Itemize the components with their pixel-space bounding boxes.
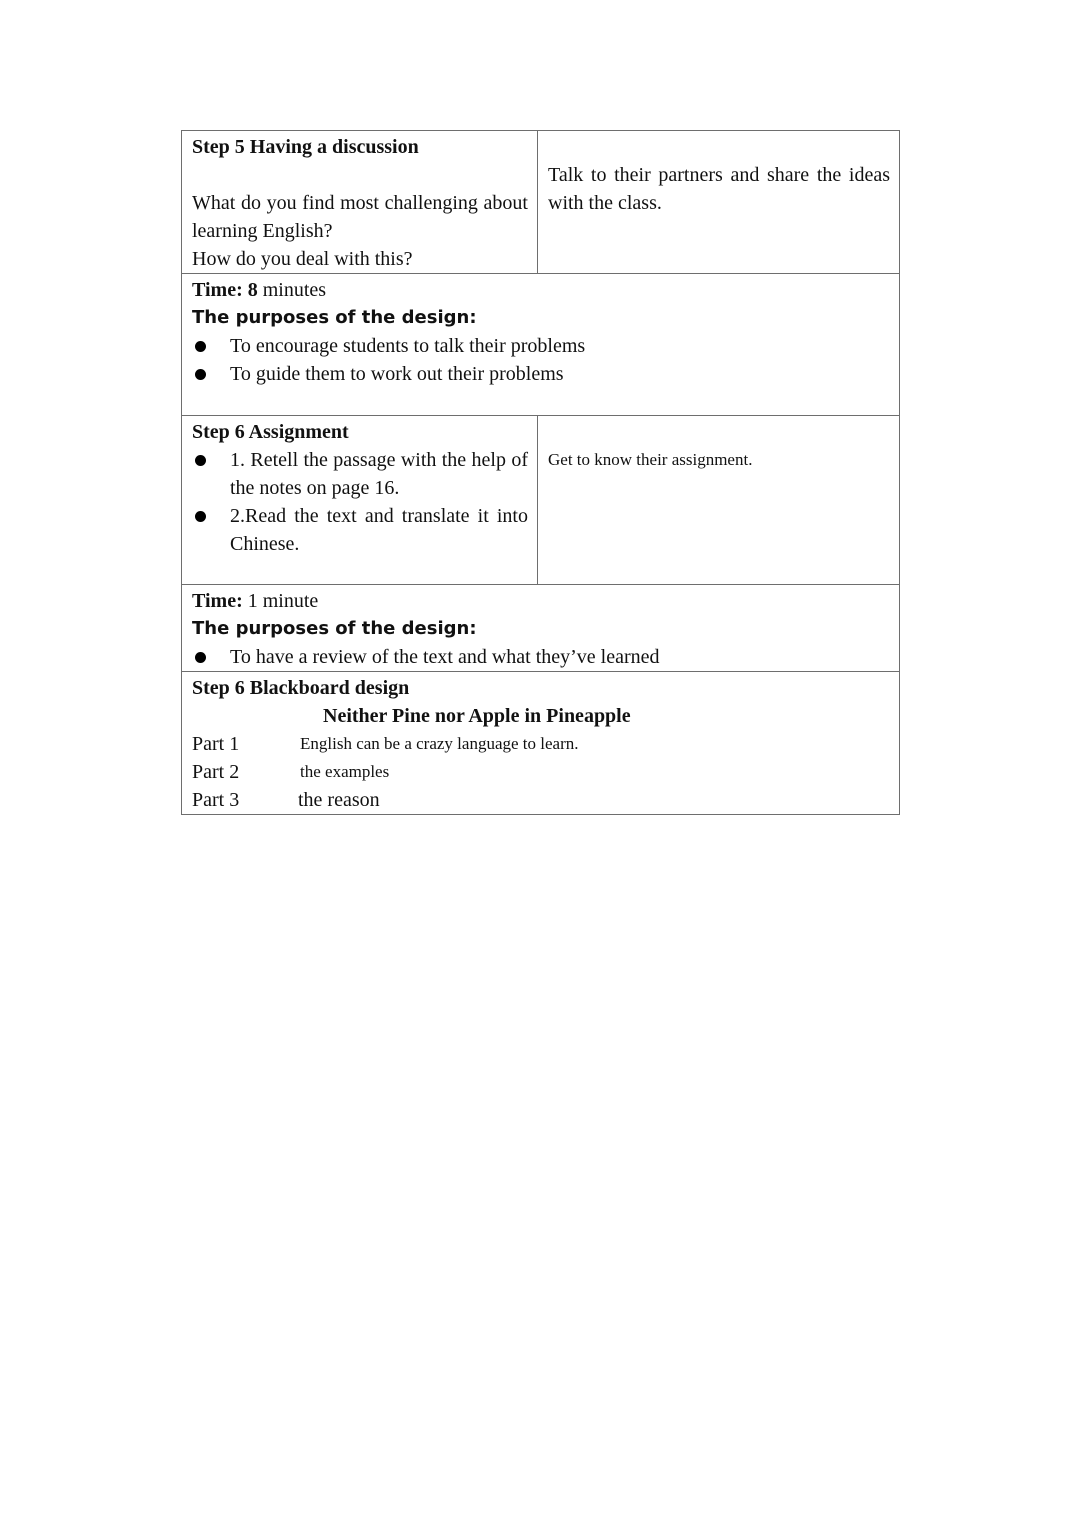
- purpose6-time: [192, 587, 890, 615]
- step6-item-list: [192, 446, 528, 558]
- step6-student-activity: Get to know their assignment.: [548, 450, 753, 469]
- purpose6-bullet-list: [192, 643, 890, 671]
- list-item: To have a review of the text and what they’ve learned: [192, 643, 890, 671]
- step6-teacher-cell: [182, 416, 538, 585]
- step5-question-1: What do you find most challenging about learning English?: [192, 192, 528, 242]
- list-item: 1. Retell the passage with the help of the notes on page 16.: [192, 446, 528, 502]
- step5-student-cell: [538, 131, 900, 274]
- step6-row: [182, 416, 900, 585]
- blackboard-cell: [182, 672, 900, 815]
- purpose5-bullet-list: [192, 332, 890, 388]
- blackboard-part-1: [192, 730, 890, 758]
- list-item: 2.Read the text and translate it into Chinese.: [192, 502, 528, 558]
- blackboard-row: [182, 672, 900, 815]
- purpose5-heading: The purposes of the design:: [192, 307, 477, 328]
- step5-teacher-cell: [182, 131, 538, 274]
- blackboard-part-2: [192, 758, 890, 786]
- purpose6-row: [182, 585, 900, 672]
- list-item: To guide them to work out their problems: [192, 360, 890, 388]
- purpose5-time-value: 8: [247, 279, 258, 301]
- purpose5-cell: [182, 274, 900, 416]
- purpose6-time-label: Time:: [192, 590, 243, 612]
- part-text: the examples: [300, 762, 390, 781]
- purpose5-time: [192, 276, 890, 304]
- step5-question-2: How do you deal with this?: [192, 248, 413, 270]
- purpose5-row: [182, 274, 900, 416]
- part-text: English can be a crazy language to learn.: [300, 734, 579, 753]
- step6-title: Step 6 Assignment: [192, 421, 349, 443]
- blackboard-part-3: [192, 786, 890, 814]
- list-item: To encourage students to talk their problems: [192, 332, 890, 360]
- part-label: Part 3: [192, 789, 240, 811]
- purpose6-cell: [182, 585, 900, 672]
- purpose5-time-unit: minutes: [262, 279, 327, 301]
- step5-row: [182, 131, 900, 274]
- lesson-plan-table: [181, 130, 900, 815]
- part-label: Part 1: [192, 733, 240, 755]
- step5-student-activity: Talk to their partners and share the ideas with the class.: [548, 164, 890, 214]
- purpose6-heading: The purposes of the design:: [192, 618, 477, 639]
- purpose5-time-label: Time:: [192, 279, 243, 301]
- step5-title: Step 5 Having a discussion: [192, 136, 419, 158]
- part-label: Part 2: [192, 761, 240, 783]
- part-text: the reason: [298, 789, 380, 811]
- blackboard-title: Step 6 Blackboard design: [192, 677, 410, 699]
- blackboard-subtitle: Neither Pine nor Apple in Pineapple: [323, 705, 631, 727]
- step6-student-cell: [538, 416, 900, 585]
- purpose6-time-value: 1 minute: [247, 590, 319, 612]
